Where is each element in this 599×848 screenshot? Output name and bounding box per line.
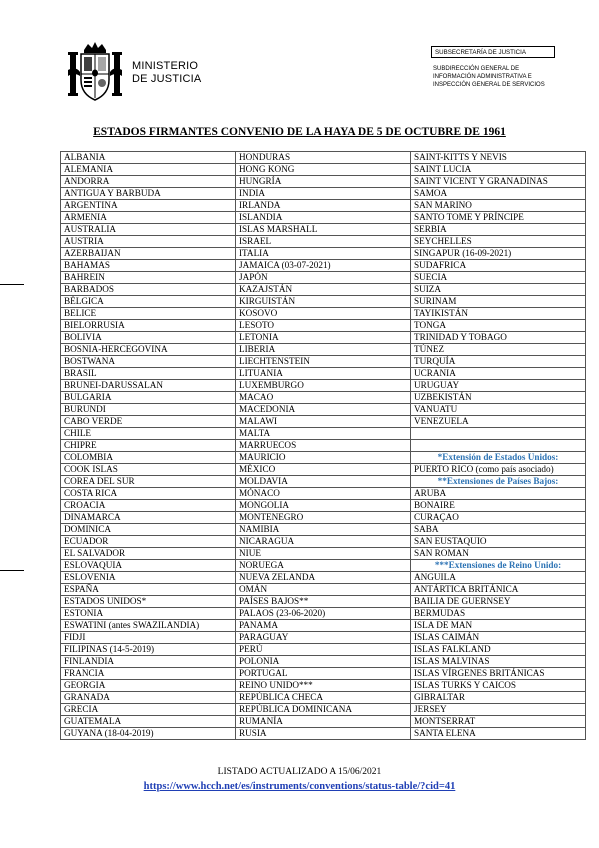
country-cell: UCRANIA	[411, 368, 586, 380]
table-row	[61, 236, 586, 248]
subdireccion-line-1: SUBDIRECCIÓN GENERAL DE	[433, 66, 520, 72]
country-cell: GIBRALTAR	[411, 692, 586, 704]
table-row	[61, 572, 586, 584]
table-row	[61, 152, 586, 164]
table-row	[61, 200, 586, 212]
country-cell: INDIA	[236, 188, 411, 200]
country-cell: BULGARIA	[61, 392, 236, 404]
country-cell: MONTSERRAT	[411, 716, 586, 728]
country-cell: SERBIA	[411, 224, 586, 236]
table-row	[61, 536, 586, 548]
table-row	[61, 644, 586, 656]
country-cell: UZBEKISTÁN	[411, 392, 586, 404]
country-cell: FIDJI	[61, 632, 236, 644]
table-row	[61, 344, 586, 356]
country-cell: BOLIVIA	[61, 332, 236, 344]
country-cell: BELICE	[61, 308, 236, 320]
country-cell: GEORGIA	[61, 680, 236, 692]
country-cell: ECUADOR	[61, 536, 236, 548]
table-row	[61, 464, 586, 476]
country-cell: GRANADA	[61, 692, 236, 704]
country-cell: ISLAS TURKS Y CAICOS	[411, 680, 586, 692]
countries-table	[60, 151, 586, 740]
table-row	[61, 608, 586, 620]
country-cell: AZERBAIJAN	[61, 248, 236, 260]
table-row	[61, 296, 586, 308]
table-row	[61, 620, 586, 632]
country-cell: KOSOVO	[236, 308, 411, 320]
country-cell: PARAGUAY	[236, 632, 411, 644]
country-cell: ISLAS MALVINAS	[411, 656, 586, 668]
table-row	[61, 680, 586, 692]
table-row	[61, 488, 586, 500]
subsecretaria-box: SUBSECRETARÍA DE JUSTICIA	[431, 46, 555, 58]
country-cell	[411, 428, 586, 440]
country-cell: ALBANIA	[61, 152, 236, 164]
country-cell: FILIPINAS (14-5-2019)	[61, 644, 236, 656]
country-cell: CABO VERDE	[61, 416, 236, 428]
table-row	[61, 548, 586, 560]
country-cell: URUGUAY	[411, 380, 586, 392]
country-cell: NIUE	[236, 548, 411, 560]
country-cell: ESTONIA	[61, 608, 236, 620]
country-cell: AUSTRALIA	[61, 224, 236, 236]
country-cell: ESPAÑA	[61, 584, 236, 596]
country-cell: TONGA	[411, 320, 586, 332]
country-cell: CHILE	[61, 428, 236, 440]
country-cell: MÉXICO	[236, 464, 411, 476]
country-cell: PANAMA	[236, 620, 411, 632]
country-cell: ISLANDIA	[236, 212, 411, 224]
country-cell: FRANCIA	[61, 668, 236, 680]
country-cell: ISRAEL	[236, 236, 411, 248]
table-row	[61, 188, 586, 200]
country-cell: OMÁN	[236, 584, 411, 596]
country-cell: MACEDONIA	[236, 404, 411, 416]
country-cell: PERÚ	[236, 644, 411, 656]
country-cell: ESLOVENIA	[61, 572, 236, 584]
country-cell: BARBADOS	[61, 284, 236, 296]
country-cell: TÚNEZ	[411, 344, 586, 356]
table-row	[61, 428, 586, 440]
ministry-line-2: DE JUSTICIA	[132, 73, 202, 85]
table-row	[61, 476, 586, 488]
country-cell: TAYIKISTÁN	[411, 308, 586, 320]
country-cell: GUYANA (18-04-2019)	[61, 728, 236, 740]
table-row	[61, 500, 586, 512]
country-cell: GRECIA	[61, 704, 236, 716]
country-cell: MACAO	[236, 392, 411, 404]
table-row	[61, 176, 586, 188]
country-cell: LUXEMBURGO	[236, 380, 411, 392]
country-cell: MAURICIO	[236, 452, 411, 464]
table-row	[61, 368, 586, 380]
country-cell: SURINAM	[411, 296, 586, 308]
country-cell: ISLA DE MAN	[411, 620, 586, 632]
country-cell: MARRUECOS	[236, 440, 411, 452]
country-cell: ANGUILA	[411, 572, 586, 584]
country-cell: LETONIA	[236, 332, 411, 344]
country-cell: SEYCHELLES	[411, 236, 586, 248]
country-cell: BOSTWANA	[61, 356, 236, 368]
country-cell: PORTUGAL	[236, 668, 411, 680]
country-cell: BOSNIA-HERCEGOVINA	[61, 344, 236, 356]
country-cell: CHIPRE	[61, 440, 236, 452]
country-cell: SAN ROMAN	[411, 548, 586, 560]
country-cell: IRLANDA	[236, 200, 411, 212]
country-cell: ARMENIA	[61, 212, 236, 224]
country-cell: MONTENEGRO	[236, 512, 411, 524]
margin-mark	[0, 570, 24, 571]
table-row	[61, 656, 586, 668]
country-cell: VANUATU	[411, 404, 586, 416]
country-cell: COREA DEL SUR	[61, 476, 236, 488]
extension-header-cell: **Extensiones de Países Bajos:	[411, 476, 586, 488]
country-cell: ISLAS MARSHALL	[236, 224, 411, 236]
extension-header-cell: ***Extensiones de Reino Unido:	[411, 560, 586, 572]
margin-mark	[0, 284, 24, 285]
table-row	[61, 212, 586, 224]
ministry-name	[132, 60, 201, 86]
country-cell: BRASIL	[61, 368, 236, 380]
table-row	[61, 404, 586, 416]
country-cell: CURAÇAO	[411, 512, 586, 524]
subdireccion-line-2: INFORMACIÓN ADMINISTRATIVA E	[433, 74, 532, 80]
country-cell: TRINIDAD Y TOBAGO	[411, 332, 586, 344]
country-cell: AUSTRIA	[61, 236, 236, 248]
table-row	[61, 272, 586, 284]
country-cell: EL SALVADOR	[61, 548, 236, 560]
country-cell: ITALIA	[236, 248, 411, 260]
country-cell: SAN MARINO	[411, 200, 586, 212]
table-row	[61, 632, 586, 644]
country-cell: POLONIA	[236, 656, 411, 668]
country-cell: LIECHTENSTEIN	[236, 356, 411, 368]
country-cell: SAINT VICENT Y GRANADINAS	[411, 176, 586, 188]
country-cell: BAHREIN	[61, 272, 236, 284]
table-row	[61, 224, 586, 236]
country-cell: FINLANDIA	[61, 656, 236, 668]
country-cell: RUSIA	[236, 728, 411, 740]
country-cell: NORUEGA	[236, 560, 411, 572]
table-row	[61, 332, 586, 344]
country-cell: BAHAMAS	[61, 260, 236, 272]
country-cell: ISLAS VÍRGENES BRITÁNICAS	[411, 668, 586, 680]
country-cell: BONAIRE	[411, 500, 586, 512]
table-row	[61, 524, 586, 536]
country-cell: PAÍSES BAJOS**	[236, 596, 411, 608]
country-cell: NUEVA ZELANDA	[236, 572, 411, 584]
country-cell: COLOMBIA	[61, 452, 236, 464]
country-cell: ESLOVAQUIA	[61, 560, 236, 572]
country-cell: JAPÓN	[236, 272, 411, 284]
country-cell: SUDAFRICA	[411, 260, 586, 272]
table-row	[61, 560, 586, 572]
country-cell: LITUANIA	[236, 368, 411, 380]
country-cell: ALEMANIA	[61, 164, 236, 176]
table-row	[61, 668, 586, 680]
coat-of-arms-logo-icon	[66, 40, 124, 106]
country-cell: GUATEMALA	[61, 716, 236, 728]
country-cell: BIELORRUSIA	[61, 320, 236, 332]
country-cell: SABA	[411, 524, 586, 536]
table-row	[61, 584, 586, 596]
country-cell: MONGOLIA	[236, 500, 411, 512]
country-cell: ISLAS FALKLAND	[411, 644, 586, 656]
country-cell: MALAWI	[236, 416, 411, 428]
country-cell: JERSEY	[411, 704, 586, 716]
table-row	[61, 716, 586, 728]
country-cell: PALAOS (23-06-2020)	[236, 608, 411, 620]
table-row	[61, 512, 586, 524]
country-cell: MÓNACO	[236, 488, 411, 500]
table-row	[61, 284, 586, 296]
updated-note: LISTADO ACTUALIZADO A 15/06/2021	[217, 767, 382, 777]
country-cell: BERMUDAS	[411, 608, 586, 620]
subdireccion-line-3: INSPECCIÓN GENERAL DE SERVICIOS	[433, 82, 545, 88]
country-cell: ARUBA	[411, 488, 586, 500]
table-row	[61, 692, 586, 704]
country-cell: SUECIA	[411, 272, 586, 284]
country-cell: SAMOA	[411, 188, 586, 200]
country-cell: PUERTO RICO (como país asociado)	[411, 464, 586, 476]
extension-header-cell: *Extensión de Estados Unidos:	[411, 452, 586, 464]
table-row	[61, 728, 586, 740]
country-cell: ESTADOS UNIDOS*	[61, 596, 236, 608]
country-cell: SAINT-KITTS Y NEVIS	[411, 152, 586, 164]
country-cell: ISLAS CAIMÁN	[411, 632, 586, 644]
country-cell: SANTA ELENA	[411, 728, 586, 740]
country-cell: ANTIGUA Y BARBUDA	[61, 188, 236, 200]
country-cell: JAMAICA (03-07-2021)	[236, 260, 411, 272]
table-row	[61, 380, 586, 392]
country-cell: BURUNDI	[61, 404, 236, 416]
country-cell: REPÚBLICA DOMINICANA	[236, 704, 411, 716]
table-row	[61, 164, 586, 176]
country-cell: BRUNEI-DARUSSALAN	[61, 380, 236, 392]
table-row	[61, 308, 586, 320]
table-row	[61, 452, 586, 464]
country-cell: COSTA RICA	[61, 488, 236, 500]
country-cell: REINO UNIDO***	[236, 680, 411, 692]
country-cell: RUMANÍA	[236, 716, 411, 728]
country-cell: KIRGUISTÁN	[236, 296, 411, 308]
country-cell: CROACIA	[61, 500, 236, 512]
table-row	[61, 440, 586, 452]
country-cell: DOMINICA	[61, 524, 236, 536]
country-cell: ARGENTINA	[61, 200, 236, 212]
country-cell: SAINT LUCIA	[411, 164, 586, 176]
country-cell: BAILIA DE GUERNSEY	[411, 596, 586, 608]
country-cell: ESWATINI (antes SWAZILANDIA)	[61, 620, 236, 632]
country-cell	[411, 440, 586, 452]
table-row	[61, 260, 586, 272]
country-cell: HONDURAS	[236, 152, 411, 164]
country-cell: LIBERIA	[236, 344, 411, 356]
country-cell: REPÚBLICA CHECA	[236, 692, 411, 704]
country-cell: NAMIBIA	[236, 524, 411, 536]
document-title: ESTADOS FIRMANTES CONVENIO DE LA HAYA DE 5 DE OCTUBRE DE 1961	[93, 126, 506, 138]
table-row	[61, 248, 586, 260]
table-row	[61, 356, 586, 368]
ministry-line-1: MINISTERIO	[132, 60, 199, 72]
country-cell: DINAMARCA	[61, 512, 236, 524]
country-cell: SUIZA	[411, 284, 586, 296]
country-cell: TURQUÍA	[411, 356, 586, 368]
country-cell: BÉLGICA	[61, 296, 236, 308]
country-cell: HONG KONG	[236, 164, 411, 176]
table-row	[61, 320, 586, 332]
country-cell: MALTA	[236, 428, 411, 440]
country-cell: KAZAJSTÁN	[236, 284, 411, 296]
country-cell: ANTÁRTICA BRITÁNICA	[411, 584, 586, 596]
table-row	[61, 416, 586, 428]
table-row	[61, 392, 586, 404]
country-cell: COOK ISLAS	[61, 464, 236, 476]
country-cell: SANTO TOME Y PRÍNCIPE	[411, 212, 586, 224]
country-cell: ANDORRA	[61, 176, 236, 188]
country-cell: NICARAGUA	[236, 536, 411, 548]
country-cell: VENEZUELA	[411, 416, 586, 428]
table-row	[61, 704, 586, 716]
country-cell: LESOTO	[236, 320, 411, 332]
country-cell: MOLDAVIA	[236, 476, 411, 488]
country-cell: HUNGRÍA	[236, 176, 411, 188]
country-cell: SAN EUSTAQUIO	[411, 536, 586, 548]
country-cell: SINGAPUR (16-09-2021)	[411, 248, 586, 260]
table-row	[61, 596, 586, 608]
subdireccion-block	[433, 65, 545, 89]
status-table-link[interactable]: https://www.hcch.net/es/instruments/conventions/status-table/?cid=41	[143, 781, 456, 792]
